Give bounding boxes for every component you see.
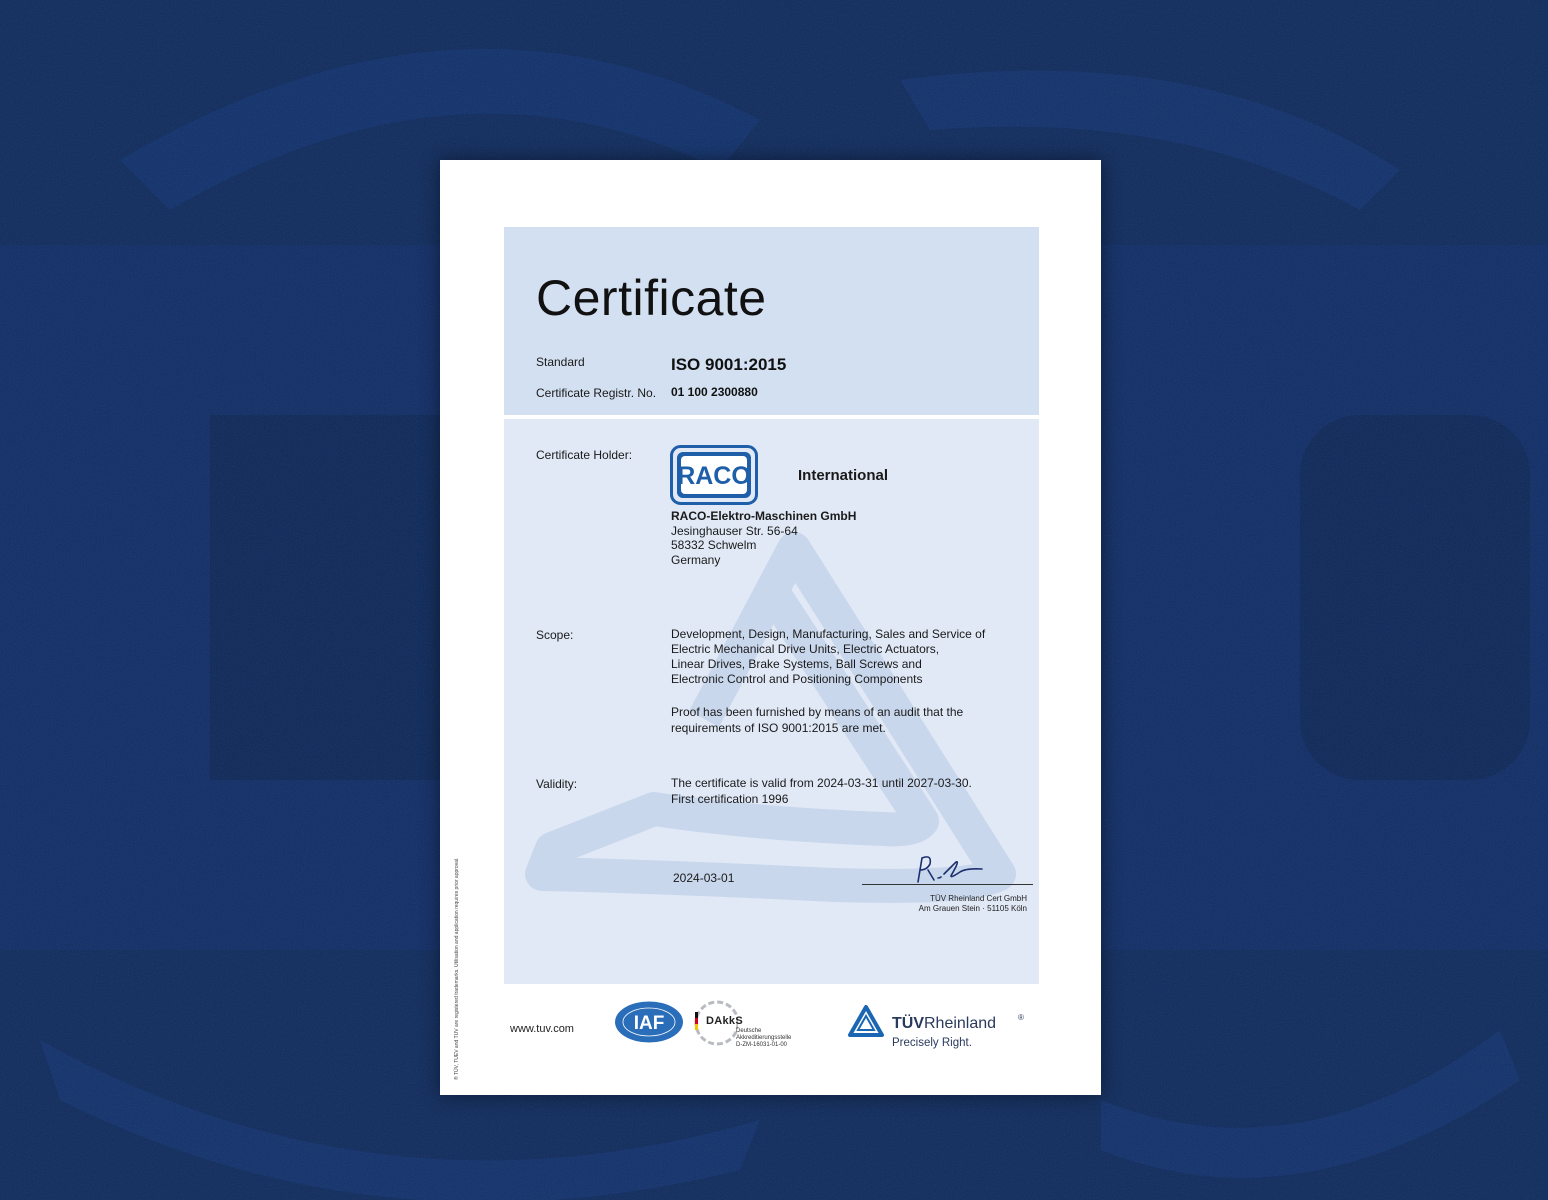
holder-logo-suffix: International — [798, 467, 889, 484]
registration-number-value: 01 100 2300880 — [671, 385, 758, 399]
scope-text: Development, Design, Manufacturing, Sales and Service of Electric Mechanical Drive Units, Electric Actuators, Linear Drives, Brake Systems, Ball Screws and Electronic Control and Positioning Components — [671, 627, 986, 686]
certificate-document — [440, 160, 1101, 1095]
certificate-holder-label: Certificate Holder: — [536, 448, 633, 462]
tuv-brand-name: TÜVRheinland — [892, 1015, 997, 1032]
signature-line — [862, 884, 1033, 885]
iaf-logo-icon — [613, 1000, 685, 1044]
holder-country: Germany — [671, 552, 721, 567]
standard-label: Standard — [536, 355, 585, 369]
validity-text: The certificate is valid from 2024-03-31 until 2027-03-30. First certification 1996 — [671, 776, 972, 806]
tuv-registered-mark: ® — [1018, 1013, 1024, 1022]
dakks-subtitle: Deutsche Akkreditierungsstelle D-ZM-16031-01-00 — [736, 1028, 792, 1048]
certificate-title: Certificate — [536, 270, 767, 326]
raco-logo-icon — [670, 445, 758, 505]
holder-city: 58332 Schwelm — [671, 538, 757, 552]
trademark-note: ® TÜV, TUEV and TUV are registered trademarks. Utilisation and application requires prior approval. — [454, 857, 460, 1080]
registration-number-label: Certificate Registr. No. — [536, 386, 657, 400]
issue-date: 2024-03-01 — [673, 871, 735, 885]
dakks-name: DAkkS — [706, 1015, 743, 1027]
tuv-triangle-icon — [847, 1004, 885, 1038]
signature-icon — [910, 852, 990, 886]
tuv-website-link[interactable]: www.tuv.com — [510, 1023, 574, 1035]
issuer-address: TÜV Rheinland Cert GmbH Am Grauen Stein · 51105 Köln — [918, 894, 1027, 913]
holder-address — [671, 509, 856, 567]
scope-label: Scope: — [536, 628, 574, 642]
holder-company-name: RACO-Elektro-Maschinen GmbH — [671, 509, 857, 523]
standard-value: ISO 9001:2015 — [671, 355, 787, 374]
svg-text:IAF: IAF — [633, 1013, 665, 1034]
tuv-tagline: Precisely Right. — [892, 1037, 972, 1049]
svg-text:RACO: RACO — [677, 462, 751, 490]
validity-label: Validity: — [536, 777, 578, 791]
proof-text: Proof has been furnished by means of an audit that the requirements of ISO 9001:2015 are met. — [671, 705, 964, 735]
holder-street: Jesinghauser Str. 56-64 — [671, 523, 798, 538]
